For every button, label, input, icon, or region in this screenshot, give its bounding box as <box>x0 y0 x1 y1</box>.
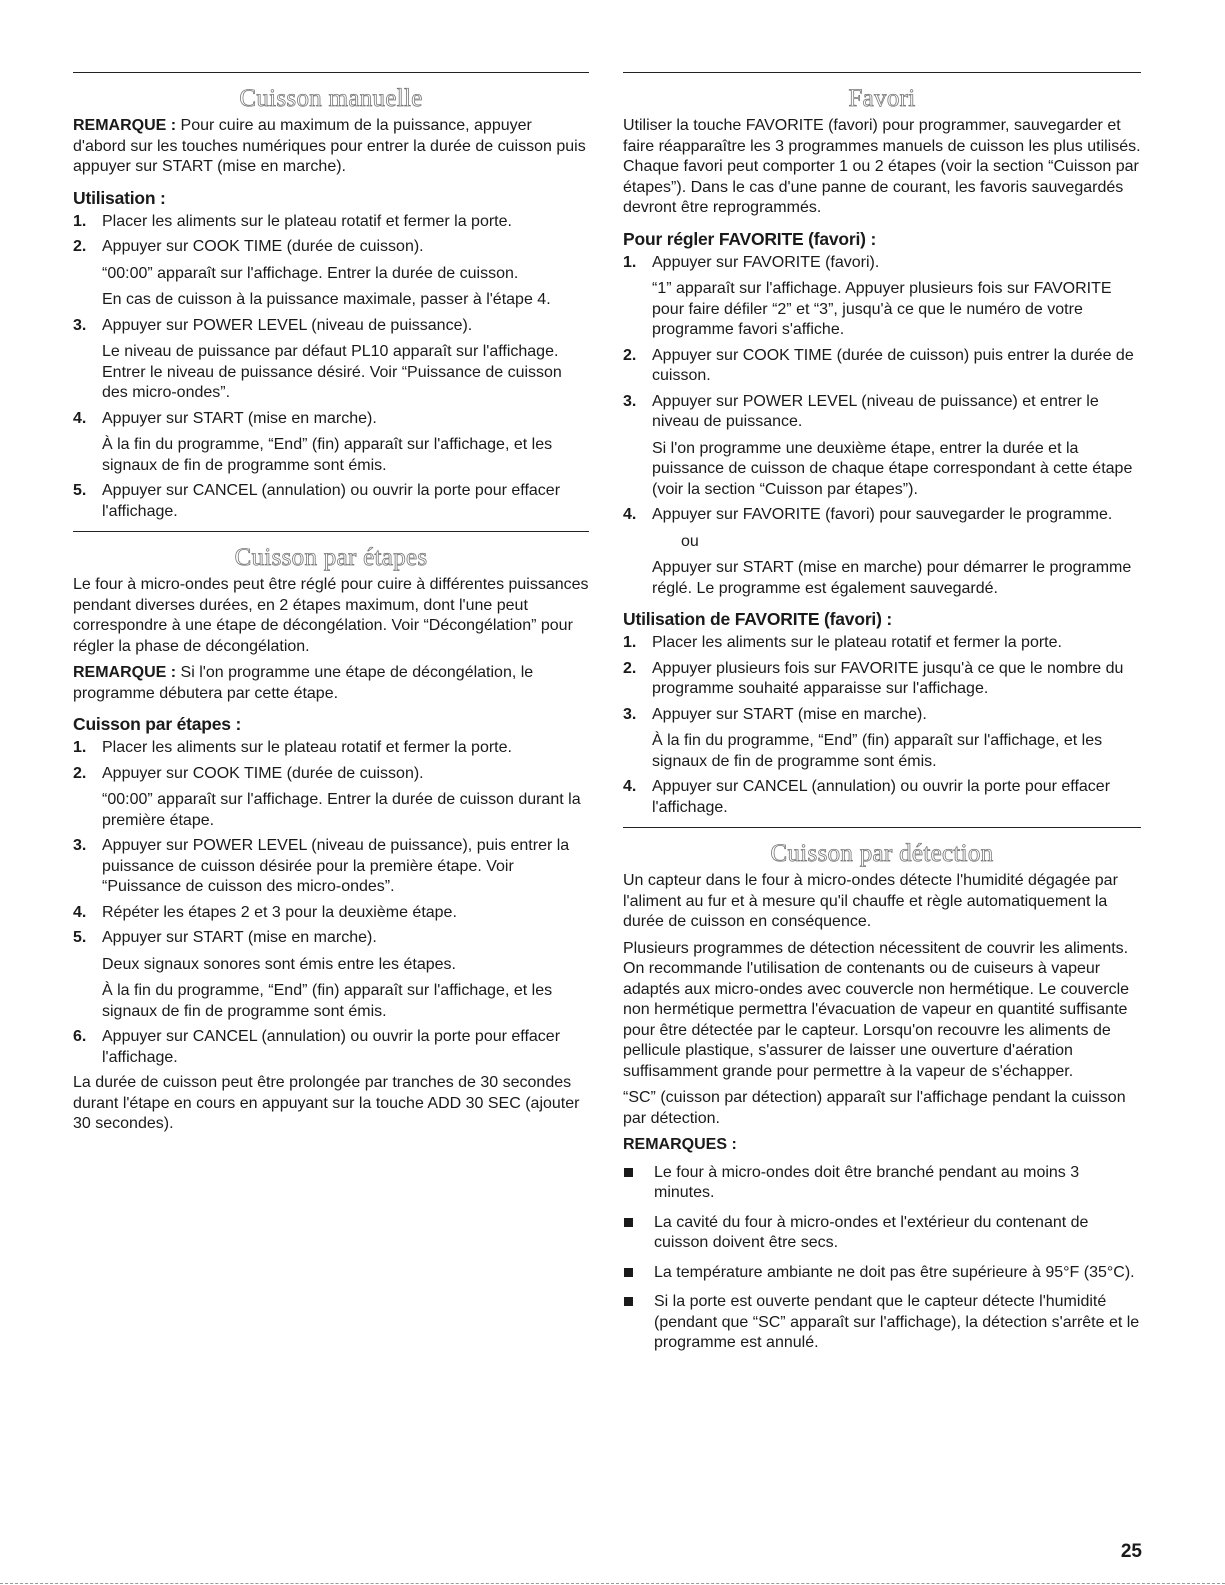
list-item: 3. Appuyer sur START (mise en marche). À la fin du programme, “End” (fin) apparaît sur l'affichage, et les signaux de fin de programme sont émis. <box>623 705 1141 773</box>
square-bullet-icon <box>624 1268 633 1277</box>
list-item: 1. Placer les aliments sur le plateau rotatif et fermer la porte. <box>623 634 1062 651</box>
list-item: Le four à micro-ondes doit être branché pendant au moins 3 minutes. <box>623 1163 1141 1204</box>
remarks-label: REMARQUES : <box>623 1136 737 1153</box>
list-item: La cavité du four à micro-ondes et l'extérieur du contenant de cuisson doivent être secs. <box>623 1213 1141 1254</box>
subheading-cuisson-par-etapes: Cuisson par étapes : <box>73 714 242 734</box>
list-item: 4. Appuyer sur FAVORITE (favori) pour sauvegarder le programme. ou Appuyer sur START (mise en marche) pour démarrer le programme réglé. Le programme est également sauvegardé. <box>623 505 1141 599</box>
remark-label: REMARQUE : <box>73 117 177 134</box>
remark-text: Si l'on programme une étape de décongélation, le programme débutera par cette étape. <box>73 664 534 702</box>
list-item: 4. Appuyer sur CANCEL (annulation) ou ouvrir la porte pour effacer l'affichage. <box>623 778 1111 816</box>
section-divider <box>623 827 1141 828</box>
list-item: 2. Appuyer sur COOK TIME (durée de cuisson). “00:00” apparaît sur l'affichage. Entrer la durée de cuisson. En cas de cuisson à la puissance maximale, passer à l'étape 4. <box>73 237 589 311</box>
left-column <box>73 72 589 1141</box>
square-bullet-icon <box>624 1297 633 1306</box>
intro-paragraph: Le four à micro-ondes peut être réglé pour cuire à différentes puissances pendant diverses durées, en 2 étapes maximum, dont l'une peut correspondre à une étape de décongélation. Voir “Décongélation” pour régler la phase de décongélation. <box>73 576 589 655</box>
step-detail: À la fin du programme, “End” (fin) apparaît sur l'affichage, et les signaux de fin de programme sont émis. <box>102 982 553 1020</box>
remarks-bullet-list <box>623 1163 1141 1354</box>
section-title-cuisson-par-etapes: Cuisson par étapes <box>234 544 428 571</box>
remark-text: Pour cuire au maximum de la puissance, appuyer d'abord sur les touches numériques pour entrer la durée de cuisson puis appuyer sur START (mise en marche). <box>73 117 586 175</box>
list-item: 2. Appuyer plusieurs fois sur FAVORITE jusqu'à ce que le nombre du programme souhaité apparaisse sur l'affichage. <box>623 659 1124 697</box>
square-bullet-icon <box>624 1218 633 1227</box>
or-separator: ou <box>681 532 699 550</box>
outro-paragraph: La durée de cuisson peut être prolongée par tranches de 30 secondes durant l'étape en cours en appuyant sur la touche ADD 30 SEC (ajouter 30 secondes). <box>73 1074 580 1132</box>
list-item: 6. Appuyer sur CANCEL (annulation) ou ouvrir la porte pour effacer l'affichage. <box>73 1028 561 1066</box>
steps-list-utilisation-favori <box>623 633 1141 818</box>
list-item: 1. Placer les aliments sur le plateau rotatif et fermer la porte. <box>73 739 512 756</box>
step-detail: “1” apparaît sur l'affichage. Appuyer plusieurs fois sur FAVORITE pour faire défiler “2” et “3”, jusqu'à ce que le numéro de votre programme favori s'affiche. <box>652 280 1112 338</box>
top-rule-right <box>623 72 1141 73</box>
subheading-regler-favorite: Pour régler FAVORITE (favori) : <box>623 228 877 249</box>
paragraph: Un capteur dans le four à micro-ondes détecte l'humidité dégagée par l'aliment au fur et à mesure qu'il chauffe et règle automatiquement la durée de cuisson en conséquence. <box>623 872 1118 930</box>
page-number: 25 <box>1120 1541 1142 1562</box>
step-detail: Deux signaux sonores sont émis entre les étapes. <box>102 955 456 973</box>
step-detail: “00:00” apparaît sur l'affichage. Entrer la durée de cuisson durant la première étape. <box>102 791 581 829</box>
step-detail: Si l'on programme une deuxième étape, entrer la durée et la puissance de cuisson de chaque étape correspondant à cette étape (voir la section “Cuisson par étapes”). <box>652 439 1133 498</box>
steps-list-regler-favori <box>623 253 1141 600</box>
steps-list-manuelle <box>73 212 589 523</box>
subheading-utilisation-favorite: Utilisation de FAVORITE (favori) : <box>623 609 893 629</box>
list-item: 2. Appuyer sur COOK TIME (durée de cuisson) puis entrer la durée de cuisson. <box>623 346 1134 384</box>
list-item: 4. Répéter les étapes 2 et 3 pour la deuxième étape. <box>73 903 457 921</box>
subheading-utilisation: Utilisation : <box>73 187 166 208</box>
remark-label: REMARQUE : <box>73 664 177 681</box>
step-detail: À la fin du programme, “End” (fin) apparaît sur l'affichage, et les signaux de fin de programme sont émis. <box>102 436 553 474</box>
list-item: 1. Placer les aliments sur le plateau rotatif et fermer la porte. <box>73 212 512 230</box>
step-detail: En cas de cuisson à la puissance maximale, passer à l'étape 4. <box>102 291 551 308</box>
step-detail: Appuyer sur START (mise en marche) pour démarrer le programme réglé. Le programme est également sauvegardé. <box>652 559 1132 597</box>
step-detail: “00:00” apparaît sur l'affichage. Entrer la durée de cuisson. <box>102 264 519 282</box>
bottom-edge-rule <box>0 1583 1225 1584</box>
list-item: 5. Appuyer sur CANCEL (annulation) ou ouvrir la porte pour effacer l'affichage. <box>73 482 561 520</box>
square-bullet-icon <box>624 1168 633 1177</box>
section-divider <box>73 531 589 532</box>
top-rule-left <box>73 72 589 73</box>
section-title-cuisson-par-detection: Cuisson par détection <box>770 840 994 867</box>
list-item: La température ambiante ne doit pas être supérieure à 95°F (35°C). <box>623 1263 1141 1284</box>
remark-paragraph <box>73 663 589 704</box>
list-item: Si la porte est ouverte pendant que le capteur détecte l'humidité (pendant que “SC” apparaît sur l'affichage), la détection s'arrête et le programme est annulé. <box>623 1292 1141 1354</box>
steps-list-etapes <box>73 738 589 1068</box>
intro-paragraph: Utiliser la touche FAVORITE (favori) pour programmer, sauvegarder et faire réapparaître les 3 programmes manuels de cuisson les plus utilisés. Chaque favori peut comporter 1 ou 2 étapes (voir la section “Cuisson par étapes”). Dans le cas d'une panne de courant, les favoris sauvegardés devront être reprogrammés. <box>623 117 1141 216</box>
section-title-favori: Favori <box>848 85 916 112</box>
list-item: 3. Appuyer sur POWER LEVEL (niveau de puissance), puis entrer la puissance de cuisson désirée pour la première étape. Voir “Puissance de cuisson des micro-ondes”. <box>73 837 570 895</box>
paragraph: Plusieurs programmes de détection nécessitent de couvrir les aliments. On recommande l'utilisation de contenants ou de cuiseurs à vapeur adaptés aux micro-ondes avec couvercle non hermétique. Le couvercle non hermétique permettra l'évacuation de vapeur en quantité suffisante pour être détectée par le capteur. Lorsqu'on recouvre les aliments de pellicule plastique, s'assurer de laisser une ouverture d'aération suffisamment grande pour permettre à la vapeur de s'échapper. <box>623 939 1130 1080</box>
list-item: 3. Appuyer sur POWER LEVEL (niveau de puissance). Le niveau de puissance par défaut PL10 apparaît sur l'affichage. Entrer le niveau de puissance désiré. Voir “Puissance de cuisson des micro-ondes”. <box>73 316 589 404</box>
step-detail: À la fin du programme, “End” (fin) apparaît sur l'affichage, et les signaux de fin de programme sont émis. <box>652 732 1103 770</box>
remark-paragraph <box>73 116 589 178</box>
list-item: 3. Appuyer sur POWER LEVEL (niveau de puissance) et entrer le niveau de puissance. Si l'on programme une deuxième étape, entrer la durée et la puissance de cuisson de chaque étape correspondant à cette étape (voir la section “Cuisson par étapes”). <box>623 392 1141 501</box>
list-item: 1. Appuyer sur FAVORITE (favori). “1” apparaît sur l'affichage. Appuyer plusieurs fois sur FAVORITE pour faire défiler “2” et “3”, jusqu'à ce que le numéro de votre programme favori s'affiche. <box>623 253 1141 341</box>
paragraph: “SC” (cuisson par détection) apparaît sur l'affichage pendant la cuisson par détection. <box>623 1089 1126 1127</box>
section-title-cuisson-manuelle: Cuisson manuelle <box>239 85 423 112</box>
step-detail: Le niveau de puissance par défaut PL10 apparaît sur l'affichage. Entrer le niveau de puissance désiré. Voir “Puissance de cuisson des micro-ondes”. <box>102 343 562 401</box>
list-item: 4. Appuyer sur START (mise en marche). À la fin du programme, “End” (fin) apparaît sur l'affichage, et les signaux de fin de programme sont émis. <box>73 409 589 477</box>
right-column <box>623 72 1141 1363</box>
list-item: 5. Appuyer sur START (mise en marche). Deux signaux sonores sont émis entre les étapes. À la fin du programme, “End” (fin) apparaît sur l'affichage, et les signaux de fin de programme sont émis. <box>73 928 589 1022</box>
list-item: 2. Appuyer sur COOK TIME (durée de cuisson). “00:00” apparaît sur l'affichage. Entrer la durée de cuisson durant la première étape. <box>73 764 589 832</box>
